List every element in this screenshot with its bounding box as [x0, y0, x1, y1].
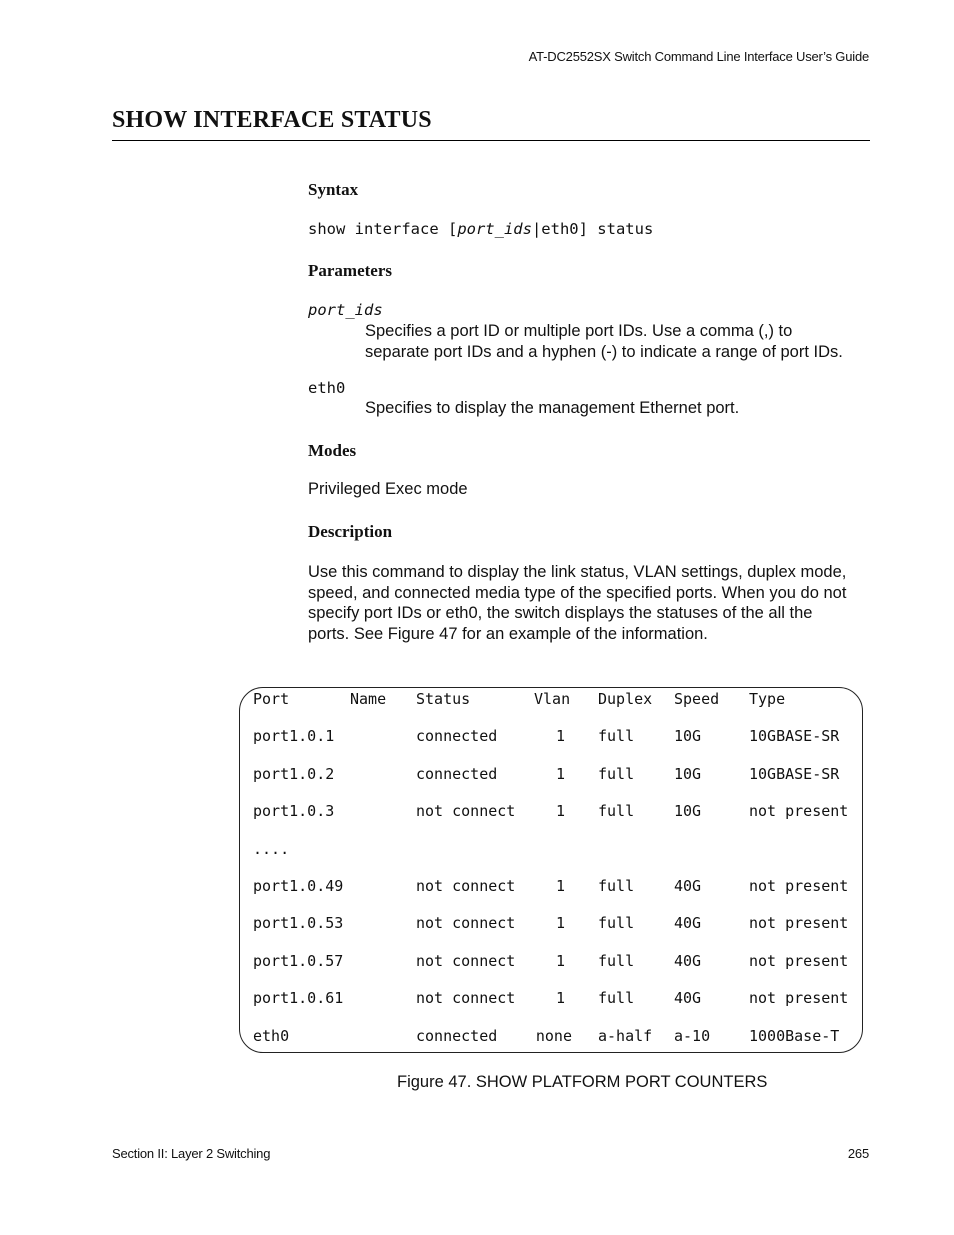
- cell-vlan: 1: [555, 989, 565, 1007]
- cell-status: not connect: [416, 914, 516, 932]
- cell-speed: 40G: [674, 914, 702, 932]
- param-desc: Specifies a port ID or multiple port IDs. Use a comma (,) to separate port IDs and a hyphen (-) to indicate a range of port IDs.: [365, 322, 843, 361]
- cell-duplex: full: [598, 765, 635, 783]
- cell-duplex: full: [598, 914, 635, 932]
- col-header-type: Type: [749, 690, 786, 708]
- cell-port: port1.0.3: [253, 802, 335, 820]
- col-header-name: Name: [350, 690, 387, 708]
- figure-caption: Figure 47. SHOW PLATFORM PORT COUNTERS: [397, 1073, 768, 1091]
- modes-heading: Modes: [308, 441, 357, 460]
- cell-port: port1.0.53: [253, 914, 344, 932]
- cell-type: 10GBASE-SR: [749, 765, 840, 783]
- param-name: eth0: [308, 379, 346, 397]
- cell-speed: 40G: [674, 877, 702, 895]
- cell-vlan: 1: [555, 877, 565, 895]
- cell-port: port1.0.2: [253, 765, 335, 783]
- cell-port: port1.0.61: [253, 989, 344, 1007]
- col-header-speed: Speed: [674, 690, 720, 708]
- running-header: AT-DC2552SX Switch Command Line Interface User’s Guide: [528, 49, 869, 64]
- cell-duplex: full: [598, 989, 635, 1007]
- col-header-duplex: Duplex: [598, 690, 653, 708]
- modes-text: Privileged Exec mode: [308, 480, 468, 498]
- col-header-status: Status: [416, 690, 471, 708]
- cell-duplex: full: [598, 727, 635, 745]
- cell-status: not connect: [416, 989, 516, 1007]
- cell-type: 10GBASE-SR: [749, 727, 840, 745]
- cell-type: not present: [749, 877, 849, 895]
- syntax-command: show interface [port_ids|eth0] status: [308, 220, 654, 238]
- cell-port: ....: [253, 840, 290, 858]
- cell-duplex: full: [598, 952, 635, 970]
- cell-speed: 40G: [674, 989, 702, 1007]
- cell-status: not connect: [416, 877, 516, 895]
- footer-section: Section II: Layer 2 Switching: [112, 1146, 271, 1161]
- syntax-param: port_ids: [457, 220, 532, 238]
- cell-vlan: 1: [555, 802, 565, 820]
- cell-type: not present: [749, 914, 849, 932]
- syntax-heading: Syntax: [308, 180, 359, 199]
- cell-port: eth0: [253, 1027, 290, 1045]
- cell-type: 1000Base-T: [749, 1027, 840, 1045]
- param-desc: Specifies to display the management Ethernet port.: [365, 399, 740, 417]
- description-heading: Description: [308, 522, 393, 541]
- cell-speed: 10G: [674, 802, 702, 820]
- cell-duplex: full: [598, 802, 635, 820]
- cell-type: not present: [749, 989, 849, 1007]
- cell-type: not present: [749, 952, 849, 970]
- param-name: port_ids: [308, 301, 383, 319]
- col-header-port: Port: [253, 690, 290, 708]
- cell-port: port1.0.1: [253, 727, 335, 745]
- cell-status: not connect: [416, 952, 516, 970]
- cell-speed: 10G: [674, 765, 702, 783]
- col-header-vlan: Vlan: [534, 690, 571, 708]
- cell-vlan: 1: [555, 765, 565, 783]
- cell-vlan: 1: [555, 952, 565, 970]
- cell-type: not present: [749, 802, 849, 820]
- cell-vlan: 1: [555, 727, 565, 745]
- cell-duplex: full: [598, 877, 635, 895]
- parameters-heading: Parameters: [308, 261, 393, 280]
- cell-status: connected: [416, 765, 498, 783]
- page-number: 265: [847, 1146, 869, 1161]
- cell-status: connected: [416, 1027, 498, 1045]
- cell-speed: 10G: [674, 727, 702, 745]
- section-title: SHOW INTERFACE STATUS: [112, 107, 432, 133]
- cell-port: port1.0.57: [253, 952, 344, 970]
- cell-status: not connect: [416, 802, 516, 820]
- cell-port: port1.0.49: [253, 877, 344, 895]
- cell-speed: 40G: [674, 952, 702, 970]
- cell-vlan: none: [535, 1027, 572, 1045]
- cell-status: connected: [416, 727, 498, 745]
- title-rule: [112, 140, 870, 141]
- cell-duplex: a-half: [598, 1027, 653, 1045]
- cell-speed: a-10: [674, 1027, 711, 1045]
- description-text: Use this command to display the link status, VLAN settings, duplex mode, speed, and connected media type of the specified ports. When you do not specify port IDs or eth0, the switch displays the statuses of the all the ports. See Figure 47 for an example of the information.: [308, 563, 847, 643]
- cell-vlan: 1: [555, 914, 565, 932]
